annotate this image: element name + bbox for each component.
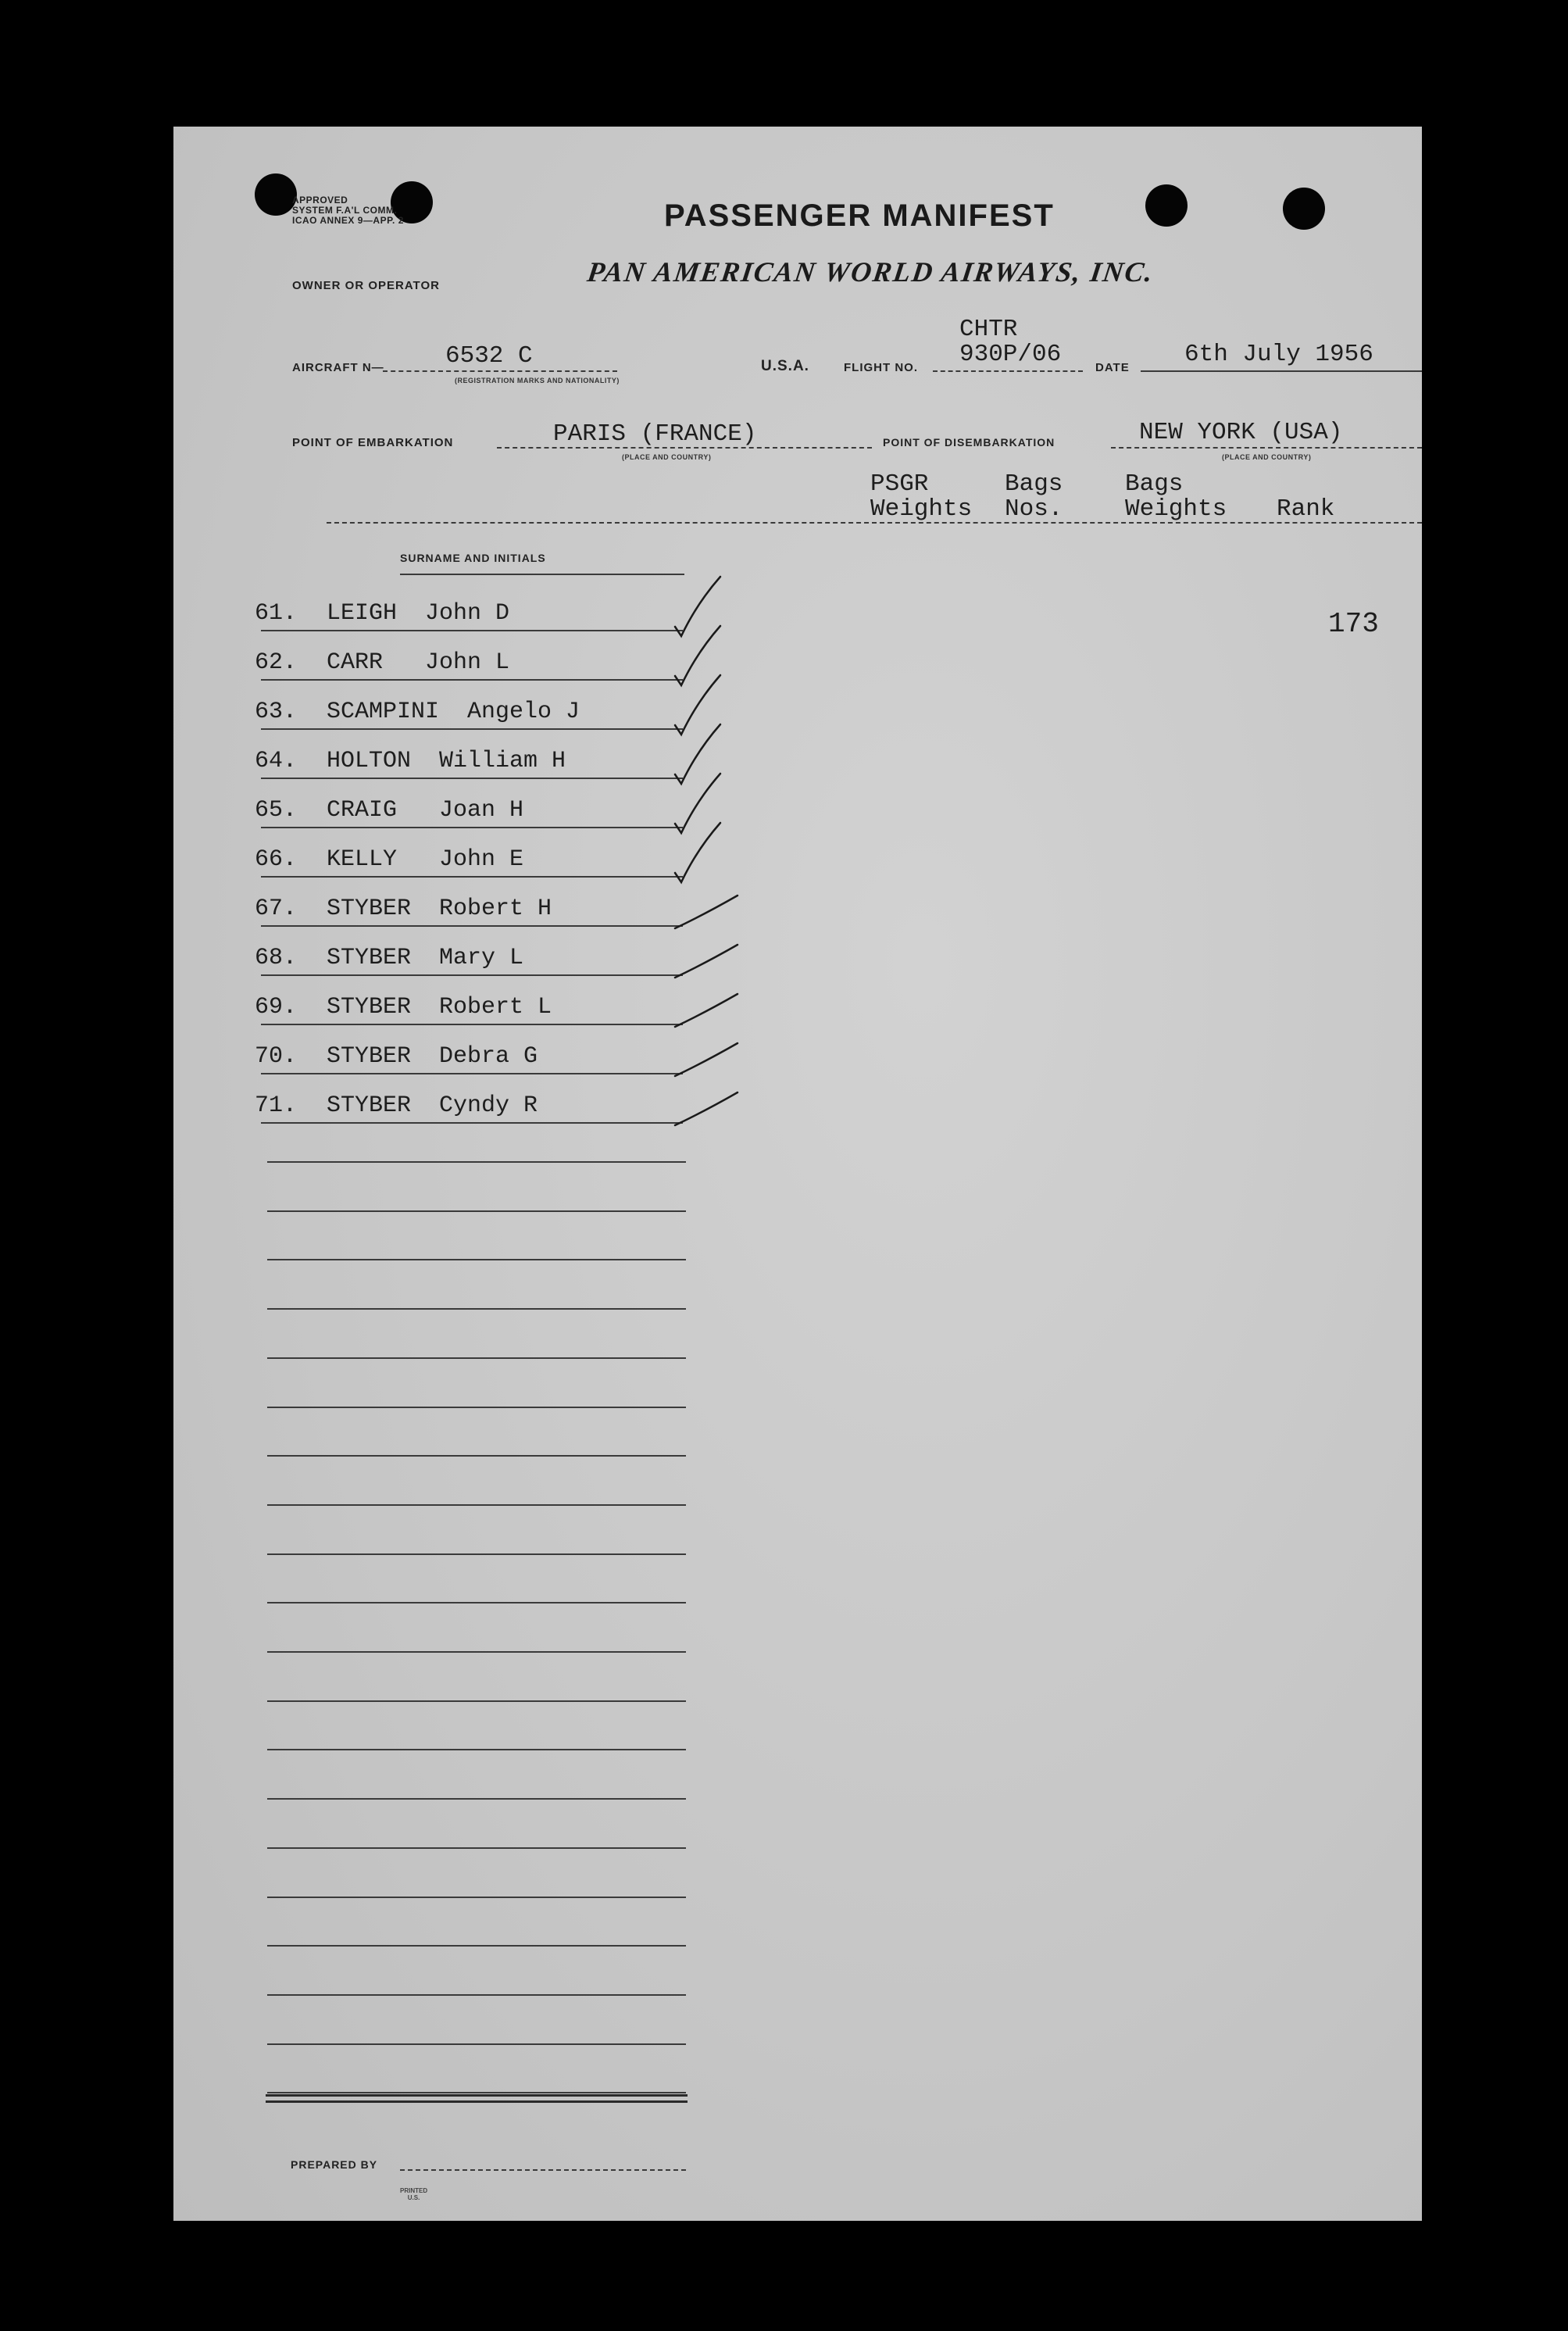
passenger-number: 70. bbox=[255, 1043, 298, 1070]
passenger-number: 69. bbox=[255, 994, 298, 1021]
passenger-number: 63. bbox=[255, 699, 298, 725]
passenger-name: KELLY John E bbox=[327, 846, 524, 873]
blank-entry-line bbox=[267, 1161, 686, 1163]
passenger-name: HOLTON William H bbox=[327, 748, 566, 774]
passenger-row-line bbox=[261, 679, 683, 681]
disembark-sublabel: (PLACE AND COUNTRY) bbox=[1222, 453, 1312, 461]
passenger-row-line bbox=[261, 1073, 683, 1074]
passenger-row-line bbox=[261, 778, 683, 779]
passenger-name: STYBER Debra G bbox=[327, 1043, 538, 1070]
flight-line bbox=[933, 370, 1083, 372]
blank-entry-line bbox=[267, 1259, 686, 1260]
printer-stamp: PRINTED U.S. bbox=[400, 2187, 428, 2201]
blank-entry-line bbox=[267, 1798, 686, 1800]
aircraft-country: U.S.A. bbox=[761, 358, 809, 374]
passenger-name: LEIGH John D bbox=[327, 600, 510, 627]
col-bagsweights-line2: Weights bbox=[1125, 495, 1227, 523]
passenger-row-line bbox=[261, 925, 683, 927]
operator-name: PAN AMERICAN WORLD AIRWAYS, INC. bbox=[585, 256, 1156, 288]
col-bagsweights-line1: Bags bbox=[1125, 470, 1184, 498]
header-line bbox=[327, 522, 1422, 524]
passenger-row-line bbox=[261, 827, 683, 828]
passenger-row-line bbox=[261, 630, 683, 631]
passenger-name: STYBER Mary L bbox=[327, 945, 524, 971]
passenger-name: STYBER Robert L bbox=[327, 994, 552, 1021]
passenger-name: STYBER Cyndy R bbox=[327, 1092, 538, 1119]
page-number: 173 bbox=[1328, 608, 1379, 640]
blank-entry-line bbox=[267, 1945, 686, 1947]
blank-entry-line bbox=[267, 1308, 686, 1310]
passenger-number: 65. bbox=[255, 797, 298, 824]
footer-double-line-2 bbox=[266, 2100, 688, 2103]
prepared-label: PREPARED BY bbox=[291, 2158, 378, 2171]
passenger-number: 66. bbox=[255, 846, 298, 873]
footer-double-line-1 bbox=[266, 2094, 688, 2097]
date-label: DATE bbox=[1095, 361, 1130, 374]
flight-value-top: CHTR bbox=[959, 316, 1018, 343]
surname-header: SURNAME AND INITIALS bbox=[400, 552, 546, 564]
disembark-line bbox=[1111, 447, 1422, 449]
approval-note: APPROVED SYSTEM F.A'L COMM. ICAO ANNEX 9—APP. 2 bbox=[292, 195, 404, 226]
passenger-row-line bbox=[261, 974, 683, 976]
blank-entry-line bbox=[267, 1504, 686, 1506]
col-bagsnos-line1: Bags bbox=[1005, 470, 1063, 498]
punch-hole-1 bbox=[255, 173, 297, 216]
embark-value: PARIS (FRANCE) bbox=[553, 420, 757, 448]
punch-hole-4 bbox=[1283, 188, 1325, 230]
prepared-line bbox=[400, 2169, 686, 2171]
blank-entry-line bbox=[267, 2043, 686, 2045]
check-mark-icon bbox=[673, 1064, 752, 1135]
blank-entry-line bbox=[267, 1602, 686, 1603]
blank-entry-line bbox=[267, 1994, 686, 1996]
punch-hole-3 bbox=[1145, 184, 1188, 227]
blank-entry-line bbox=[267, 1700, 686, 1702]
blank-entry-line bbox=[267, 1455, 686, 1457]
passenger-number: 71. bbox=[255, 1092, 298, 1119]
blank-entry-line bbox=[267, 1651, 686, 1653]
passenger-row-line bbox=[261, 1024, 683, 1025]
aircraft-sublabel: (REGISTRATION MARKS AND NATIONALITY) bbox=[455, 377, 620, 384]
flight-value: 930P/06 bbox=[959, 341, 1062, 368]
passenger-name: CARR John L bbox=[327, 649, 510, 676]
aircraft-label: AIRCRAFT N— bbox=[292, 361, 384, 374]
col-psgr-line1: PSGR bbox=[870, 470, 929, 498]
passenger-row-line bbox=[261, 876, 683, 878]
aircraft-value: 6532 C bbox=[445, 342, 533, 370]
passenger-number: 68. bbox=[255, 945, 298, 971]
manifest-sheet bbox=[173, 127, 1422, 2221]
date-line bbox=[1141, 370, 1422, 372]
passenger-name: SCAMPINI Angelo J bbox=[327, 699, 580, 725]
disembark-value: NEW YORK (USA) bbox=[1139, 419, 1343, 446]
blank-entry-line bbox=[267, 1897, 686, 1898]
passenger-row-line bbox=[261, 728, 683, 730]
embark-label: POINT OF EMBARKATION bbox=[292, 436, 454, 449]
passenger-number: 67. bbox=[255, 896, 298, 922]
blank-entry-line bbox=[267, 1553, 686, 1555]
passenger-number: 62. bbox=[255, 649, 298, 676]
blank-entry-line bbox=[267, 1357, 686, 1359]
blank-entry-line bbox=[267, 1749, 686, 1750]
surname-header-line bbox=[400, 574, 684, 575]
blank-entry-line bbox=[267, 2092, 686, 2093]
col-psgr-line2: Weights bbox=[870, 495, 973, 523]
owner-label: OWNER OR OPERATOR bbox=[292, 279, 440, 292]
passenger-name: STYBER Robert H bbox=[327, 896, 552, 922]
blank-entry-line bbox=[267, 1210, 686, 1212]
flight-label: FLIGHT NO. bbox=[844, 361, 918, 374]
blank-entry-line bbox=[267, 1847, 686, 1849]
aircraft-line bbox=[383, 370, 617, 372]
col-bagsnos-line2: Nos. bbox=[1005, 495, 1063, 523]
passenger-number: 64. bbox=[255, 748, 298, 774]
passenger-name: CRAIG Joan H bbox=[327, 797, 524, 824]
embark-line bbox=[497, 447, 872, 449]
col-rank-line2: Rank bbox=[1277, 495, 1335, 523]
embark-sublabel: (PLACE AND COUNTRY) bbox=[622, 453, 712, 461]
date-value: 6th July 1956 bbox=[1184, 341, 1373, 368]
passenger-row-line bbox=[261, 1122, 683, 1124]
disembark-label: POINT OF DISEMBARKATION bbox=[883, 436, 1055, 449]
passenger-number: 61. bbox=[255, 600, 298, 627]
blank-entry-line bbox=[267, 1407, 686, 1408]
form-title: PASSENGER MANIFEST bbox=[664, 198, 1055, 233]
